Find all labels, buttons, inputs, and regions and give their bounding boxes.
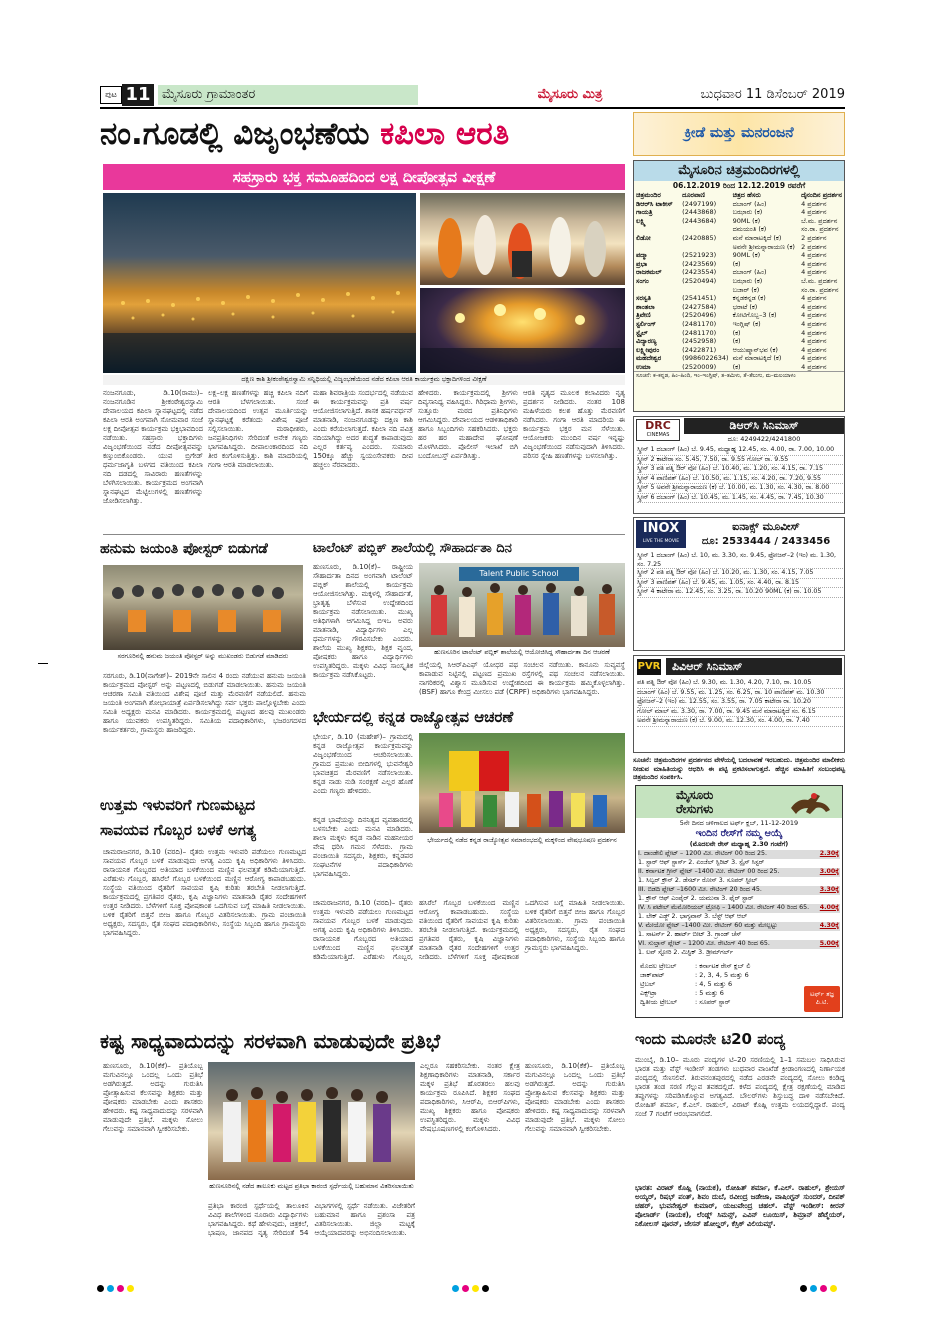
race-picks: 1. ಲೇಕ್ ಎಡ್ಜ್ 2. ಭಾಗ್ಯವಾನ್ 3. ಬೆಸ್ಟ್ ಆಫ್ ಆಲ್: [638, 912, 748, 920]
races-summary: [640, 962, 800, 1016]
theatre-phone: (2420885): [682, 233, 717, 242]
race-head: [638, 940, 840, 949]
theatre-name: ಲಕ್ಷ್ಮೀಪುರಂ: [636, 345, 660, 354]
show-count: ಬೆ.ಮ. ಪ್ರದರ್ಶನ: [801, 216, 838, 225]
film-name: 90ML (ಕ): [732, 216, 761, 225]
racehorse-icon: [786, 788, 836, 816]
races-today: ಇಂದಿನ ರೇಸ್‌ಗೆ ನಮ್ಮ ಆಯ್ಕೆ: [695, 828, 783, 839]
inox-showtime-line: ಸ್ಕ್ರೀನ್ 4 ಕಾಟೇರಾ ಮ. 12.45, ಸಂ. 3.25, ರಾ. 10.20 90ML (ಕ) ರಾ. 10.05: [637, 588, 843, 598]
paper-name: ಮೈಸೂರು ಮಿತ್ರ: [537, 87, 603, 102]
reg-dot: [820, 1285, 827, 1292]
drc-showtime-line: ಸ್ಕ್ರೀನ್ 4 ಪಾಣಿಪತ್ (ಹಿಂ) ಬೆ. 10.50, ಮ. 1.15, ಸಂ. 4.20, ರಾ. 7.20, 9.55: [637, 475, 843, 485]
cinema-row: [634, 225, 844, 234]
lead-headline: [100, 112, 625, 156]
tanala-value: : 4, 5 ಮತ್ತು 6: [695, 980, 733, 988]
lead-photo-pooja: [420, 193, 625, 285]
theatre-name: ಪದ್ಮಾ: [636, 251, 648, 260]
races-summary-row: [640, 998, 800, 1007]
first-label: ಮೊದಲ ಟ್ರೇಬಲ್: [640, 962, 677, 970]
show-count: 4 ಪ್ರದರ್ಶನ: [801, 251, 827, 260]
show-count: 4 ಪ್ರದರ್ಶನ: [801, 345, 827, 354]
race-head: [638, 868, 840, 877]
col-head-theatre: ಚಿತ್ರಮಂದಿರ: [636, 191, 661, 199]
race-entry: [638, 904, 840, 921]
reg-dot: [810, 1285, 817, 1292]
races-box: [635, 785, 843, 1018]
cinema-row: [634, 337, 844, 346]
pvr-showtime-line: ಫ್ರೋಜನ್–2 (ಇಂ) ಮ. 12.55, ಸಂ. 3.55, ರಾ. 7.05 ಕಾಟೇರಾ ರಾ. 10.20: [637, 698, 843, 708]
race-picks: 1. ಲವ್ ಸ್ಟೋರಿ 2. ಮಿಸ್ಟಿಕ್ 3. ಡ್ರೀಮ್‌ಗರ್ಲ್: [638, 948, 733, 956]
theatre-phone: (2520009): [682, 362, 717, 371]
race-picks: 1. ಸಿಲ್ವರ್ ಕ್ರೌನ್ 2. ಡೆಸರ್ಟ್ ರೋಸ್ 3. ಸೂಪರ್ ಸ್ಟೀಲ್: [638, 876, 758, 884]
t20-headline: ಇಂದು ಮೂರನೇ ಟಿ20 ಪಂದ್ಯ: [635, 1030, 786, 1048]
drc-showtime-line: ಸ್ಕ್ರೀನ್ 2 ಕಾಟೇರಾ ಸಂ. 5.45, 7.50, ರಾ. 9.55 ಗೋಲ್ ರಾ. 9.55: [637, 456, 843, 466]
race-head: [638, 886, 840, 895]
drc-logo-sub: CINEMAS: [646, 432, 670, 438]
race-entry: [638, 940, 840, 957]
pvr-showtimes: [637, 679, 843, 751]
race-entry: [638, 922, 840, 939]
show-count: ಸಂ.ರಾ. ಪ್ರದರ್ಶನ: [801, 225, 839, 234]
kashta-body-col3: ಎಲ್ಲರೂ ಸಹಕರಿಸಬೇಕು. ನಂತರ ಕ್ಷೇತ್ರ ಶಿಕ್ಷಣಾಧಿಕಾರಿಗಳು ಮಾತನಾಡಿ, ಸರ್ಕಾರ ಮಕ್ಕಳ ಪ್ರತಿಭೆ ಹೊರತರಲು ಹಲವು ಕಾರ್ಯಕ್ರಮ ರೂಪಿಸಿದೆ. ಶಿಕ್ಷಕರ ಸಂಘದ ಪದಾಧಿಕಾರಿಗಳು, ಸಿಆರ್‌ಪಿ, ಬಿಆರ್‌ಪಿಗಳು, ಮುಖ್ಯ ಶಿಕ್ಷಕರು ಹಾಗೂ ಪೋಷಕರು ಉಪಸ್ಥಿತರಿದ್ದರು. ಮಕ್ಕಳು ವಿವಿಧ ವೇಷಭೂಷಣಗಳಲ್ಲಿ ಕಂಗೊಳಿಸಿದರು.: [420, 1062, 520, 1133]
races-expert-badge: ಟರ್ಫ್ ತಜ್ಞ ಪಿ.ಟಿ.: [804, 986, 840, 1012]
show-count: 4 ಪ್ರದರ್ಶನ: [801, 362, 827, 371]
theatre-name: ಸ್ಟೈಲ್: [636, 328, 648, 337]
talent-photo: [419, 563, 625, 647]
pvr-block: [633, 655, 845, 753]
race-time: 4.00ಕ್ಕೆ: [819, 904, 839, 911]
show-count: ಬೆ.ಮ. ಪ್ರದರ್ಶನ: [801, 276, 838, 285]
hanuma-caption: ಸರಗೂರಿನಲ್ಲಿ ಹನುಮ ಜಯಂತಿ ಪೋಸ್ಟರ್ ಅನ್ನು ಮುಖಂಡರು ಬಿಡುಗಡೆ ಮಾಡಿದರು: [117, 652, 289, 660]
page-number: 11: [122, 84, 154, 106]
race-head: [638, 922, 840, 931]
reg-dot: [830, 1285, 837, 1292]
ghat-lights: [103, 193, 416, 373]
talent-school-sign: Talent Public School: [459, 567, 579, 581]
theatre-name: ಲಿಡೋ: [636, 233, 651, 242]
kashta-photo: [208, 1062, 415, 1180]
theatre-name: ಸ್ಟರ್ಲಿಂಗ್: [636, 319, 656, 328]
race-picks: 1. ಸ್ಟಾರ್ ಆಫ್ ಸ್ಟಾರ್ಸ್ 2. ಏಂಜೆಲ್ ಸ್ಪಿರಿಟ್ 3. ಸ್ಪೈಸ್ ಸಿಸ್ಟರ್: [638, 858, 765, 866]
cinema-row: [634, 303, 844, 312]
lead-photo-caption: ದಕ್ಷಿಣ ಕಾಶಿ ಶ್ರೀಕಂಠೇಶ್ವರಸ್ವಾಮಿ ಸನ್ನಿಧಿಯಲ್ಲಿ ವಿಜೃಂಭಣೆಯಿಂದ ನಡೆದ ಕಪಿಲಾ ಆರತಿ ಕಾರ್ಯಕ್ರಮ ಭಕ್ತಾದಿಗಳಿಂದ ವೀಕ್ಷಣೆ: [103, 375, 625, 385]
race-time: 5.00ಕ್ಕೆ: [819, 940, 839, 947]
bheri-extra: ಚಾಮರಾಜನಗರ, ಡಿ.10 (ವರದಿ)– ರೈತರು ಉತ್ತಮ ಇಳುವರಿ ಪಡೆಯಲು ಗುಣಮಟ್ಟದ ಸಾವಯವ ಗೊಬ್ಬರ ಬಳಕೆ ಮಾಡುವುದು ಅಗತ್ಯ ಎಂದು ಕೃಷಿ ಅಧಿಕಾರಿಗಳು ತಿಳಿಸಿದರು. ರಾಸಾಯನಿಕ ಗೊಬ್ಬರದ ಅತಿಯಾದ ಬಳಕೆಯಿಂದ ಮಣ್ಣಿನ ಫಲವತ್ತತೆ ಕಡಿಮೆಯಾಗುತ್ತಿದೆ. ಎರೆಹುಳು ಗೊಬ್ಬರ, ಹಸಿರೆಲೆ ಗೊಬ್ಬರ ಬಳಕೆಯಿಂದ ಮಣ್ಣಿನ ಆರೋಗ್ಯ ಕಾಪಾಡಬಹುದು. ಸಂಸ್ಥೆಯ ವತಿಯಿಂದ ರೈತರಿಗೆ ಸಾವಯವ ಕೃಷಿ ಕುರಿತು ತರಬೇತಿ ನೀಡಲಾಗುತ್ತಿದೆ. ಕಾರ್ಯಕ್ರಮದಲ್ಲಿ ಪ್ರಗತಿಪರ ರೈತರು, ಕೃಷಿ ವಿಜ್ಞಾನಿಗಳು ಮಾತನಾಡಿ ರೈತರ ಸಂದೇಹಗಳಿಗೆ ಉತ್ತರ ನೀಡಿದರು. ಬೆಳೆಗಳಿಗೆ ಸೂಕ್ತ ಪೋಷಕಾಂಶ ಒದಗಿಸುವ ಬಗ್ಗೆ ಮಾಹಿತಿ ನೀಡಲಾಯಿತು. ಬಳಿಕ ರೈತರಿಗೆ ಬಿತ್ತನೆ ಬೀಜ ಹಾಗೂ ಗೊಬ್ಬರ ವಿತರಿಸಲಾಯಿತು. ಗ್ರಾಮ ಪಂಚಾಯಿತಿ ಅಧ್ಯಕ್ಷರು, ಸದಸ್ಯರು, ರೈತ ಸಂಘದ ಪದಾಧಿಕಾರಿಗಳು, ಸಂಸ್ಥೆಯ ಸಿಬ್ಬಂದಿ ಹಾಗೂ ಗ್ರಾಮಸ್ಥರು ಭಾಗವಹಿಸಿದ್ದರು.: [313, 899, 625, 961]
hanuma-photo: [103, 565, 303, 650]
theatre-name: ಸರಸ್ವತಿ: [636, 294, 651, 303]
show-count: 4 ಪ್ರದರ್ಶನ: [801, 208, 827, 217]
theatre-phone: (2422871): [682, 345, 717, 354]
theatre-phone: (2481170): [682, 319, 717, 328]
theatre-phone: (2452958): [682, 337, 717, 346]
t20-teams: ಭಾರತ: ವಿರಾಟ್ ಕೊಹ್ಲಿ (ನಾಯಕ), ರೋಹಿತ್ ಶರ್ಮಾ, ಕೆ.ಎಲ್. ರಾಹುಲ್, ಶ್ರೇಯಸ್ ಅಯ್ಯರ್, ರಿಷಭ್ ಪಂತ್, ಶಿವಂ ದುಬೆ, ರವೀಂದ್ರ ಜಡೇಜಾ, ವಾಷಿಂಗ್ಟನ್ ಸುಂದರ್, ದೀಪಕ್ ಚಹರ್, ಭುವನೇಶ್ವರ್ ಕುಮಾರ್, ಯಜುವೇಂದ್ರ ಚಹಲ್. ವೆಸ್ಟ್ ಇಂಡೀಸ್: ಕೀರನ್ ಪೊಲಾರ್ಡ್ (ನಾಯಕ), ಲೆಂಡ್ಲ್ ಸಿಮನ್ಸ್, ಎವಿನ್ ಲೂಯಿಸ್, ಶಿಮ್ರಾನ್ ಹೆಟ್ಮೆಯರ್, ನಿಕೋಲಸ್ ಪೂರನ್, ಜೇಸನ್ ಹೋಲ್ಡರ್, ಕೆಸ್ರಿಕ್ ವಿಲಿಯಮ್ಸ್.: [635, 1184, 845, 1228]
race-time: 3.30ಕ್ಕೆ: [819, 886, 839, 893]
show-count: ಸಂ.ರಾ. ಪ್ರದರ್ಶನ: [801, 285, 839, 294]
race-entry: [638, 850, 840, 867]
race-time: 3.00ಕ್ಕೆ: [819, 868, 839, 875]
lead-headline-part2: ಕಪಿಲಾ ಆರತಿ: [380, 116, 510, 152]
cinema-row: [634, 354, 844, 363]
theatre-phone: (2423554): [682, 268, 717, 277]
cinema-box: [633, 160, 845, 412]
theatre-phone: (2520494): [682, 276, 717, 285]
lead-body-col3: ಮಹಾ ಶಿವರಾತ್ರಿಯ ಸಂದರ್ಭದಲ್ಲಿ ನಡೆಯುವ ಈ ಕಾರ್ಯಕ್ರಮವನ್ನು ಪ್ರತಿ ವರ್ಷ ಆಯೋಜಿಸಲಾಗುತ್ತಿದೆ. ಶಾಸಕ ಹರ್ಷವರ್ಧನ್ ಮಾತನಾಡಿ, ನಂಜನಗೂಡನ್ನು ದಕ್ಷಿಣ ಕಾಶಿ ಎಂದು ಕರೆಯಲಾಗುತ್ತದೆ. ಕಪಿಲಾ ನದಿ ಪವಿತ್ರ ನದಿಯಾಗಿದ್ದು ಅದರ ಶುದ್ಧತೆ ಕಾಪಾಡುವುದು ಎಲ್ಲರ ಕರ್ತವ್ಯ ಎಂದರು. ಸುಮಾರು 150ಕ್ಕೂ ಹೆಚ್ಚು ಸ್ವಯಂಸೇವಕರು ದೀಪ ಹಚ್ಚಲು ನೆರವಾದರು.: [313, 389, 413, 469]
first-value: : ಕರ್ನಾಟಕ ರೇಸ್ ಕ್ಲಬ್ ಲಿ: [695, 962, 751, 970]
film-name: ಇಂಗ್ಲಿಷ್ (ಕ): [732, 319, 761, 328]
race-head: [638, 904, 840, 913]
drc-showtime-line: ಸ್ಕ್ರೀನ್ 3 ಪತಿ ಪತ್ನಿ ಔರ್ ವೋ (ಹಿಂ) ಬೆ. 10.40, ಮ. 1.20, ಸಂ. 4.15, ರಾ. 7.15: [637, 465, 843, 475]
cinema-row: [634, 251, 844, 260]
theatre-name: [634, 243, 680, 252]
cinema-title: ಮೈಸೂರಿನ ಚಿತ್ರಮಂದಿರಗಳಲ್ಲಿ: [634, 161, 844, 181]
inox-title: ಐನಾಕ್ಸ್ ಮೂವೀಸ್: [732, 520, 800, 533]
inox-showtime-line: ಸ್ಕ್ರೀನ್ 2 ಪತಿ ಪತ್ನಿ ಔರ್ ವೋ (ಹಿಂ) ಬೆ. 10.20, ಮ. 1.30, ಸಂ. 4.15, 7.05: [637, 569, 843, 579]
lead-body-col4: ಹೇಳಿದರು. ಕಾರ್ಯಕ್ರಮದಲ್ಲಿ ಶ್ರೀಗಳು ದಿವ್ಯಸಾನಿಧ್ಯ ವಹಿಸಿದ್ದರು. ಗಿರಿಧಾಮ ಶ್ರೀಗಳು, ಸುತ್ತೂರು ಮಠದ ಪ್ರತಿನಿಧಿಗಳು ಆಗಮಿಸಿದ್ದರು. ದೇವಾಲಯದ ಆಡಳಿತಾಧಿಕಾರಿ ಹಾಗೂ ಸಿಬ್ಬಂದಿಗಳು ಸಹಕರಿಸಿದರು. ಭಕ್ತರು ಹರ ಹರ ಮಹಾದೇವ ಘೋಷಣೆ ಮೊಳಗಿಸಿದರು. ಪೊಲೀಸ್ ಇಲಾಖೆ ಬಿಗಿ ಬಂದೋಬಸ್ತ್ ಏರ್ಪಡಿಸಿತ್ತು.: [418, 389, 518, 460]
theatre-name: ಪ್ರಭಾ: [636, 259, 648, 268]
inox-showtimes: [637, 552, 843, 648]
bheri-body-col2: ಕನ್ನಡ ಭಾಷೆಯನ್ನು ದಿನನಿತ್ಯದ ವ್ಯವಹಾರದಲ್ಲಿ ಬಳಸಬೇಕು ಎಂದು ಮನವಿ ಮಾಡಿದರು. ಶಾಲಾ ಮಕ್ಕಳು ಕನ್ನಡ ನಾಡಿನ ಮಹನೀಯರ ವೇಷ ಧರಿಸಿ ಗಮನ ಸೆಳೆದರು. ಗ್ರಾಮ ಪಂಚಾಯಿತಿ ಸದಸ್ಯರು, ಶಿಕ್ಷಕರು, ಕನ್ನಡಪರ ಸಂಘಟನೆಗಳ ಪದಾಧಿಕಾರಿಗಳು ಭಾಗವಹಿಸಿದ್ದರು.: [313, 816, 413, 878]
film-name: ದಬಾಂಗ್ (ಹಿಂ): [732, 268, 767, 277]
talent-body: ಹುಣಸೂರು, ಡಿ.10(ಕೆ)– ರಾಷ್ಟ್ರೀಯ ಸೌಹಾರ್ದತಾ ದಿನದ ಅಂಗವಾಗಿ ಟಾಲೆಂಟ್ ಪಬ್ಲಿಕ್ ಶಾಲೆಯಲ್ಲಿ ಕಾರ್ಯಕ್ರಮ ಆಯೋಜಿಸಲಾಗಿತ್ತು. ಮಕ್ಕಳಲ್ಲಿ ಸೌಹಾರ್ದತೆ, ಭ್ರಾತೃತ್ವ ಬೆಳೆಸುವ ಉದ್ದೇಶದಿಂದ ಕಾರ್ಯಕ್ರಮ ನಡೆಸಲಾಯಿತು. ಮುಖ್ಯ ಅತಿಥಿಗಳಾಗಿ ಆಗಮಿಸಿದ್ದ ಬಿಇಒ ಅವರು ಮಾತನಾಡಿ, ವಿದ್ಯಾರ್ಥಿಗಳು ಎಲ್ಲ ಧರ್ಮಗಳನ್ನು ಗೌರವಿಸಬೇಕು ಎಂದರು. ಶಾಲೆಯ ಮುಖ್ಯ ಶಿಕ್ಷಕರು, ಶಿಕ್ಷಕ ವೃಂದ, ಪೋಷಕರು ಹಾಗೂ ವಿದ್ಯಾರ್ಥಿಗಳು ಉಪಸ್ಥಿತರಿದ್ದರು. ಮಕ್ಕಳು ವಿವಿಧ ಸಾಂಸ್ಕೃತಿಕ ಕಾರ್ಯಕ್ರಮ ನಡೆಸಿಕೊಟ್ಟರು.: [313, 563, 413, 679]
trinala-value: : 5 ಮತ್ತು 6: [695, 989, 724, 997]
page-label: ಪುಟ: [100, 86, 122, 104]
side-mark: [38, 663, 48, 664]
bheri-photo: [419, 733, 625, 833]
drc-showtime-line: ಸ್ಕ್ರೀನ್ 6 ದಬಾಂಗ್ (ಹಿಂ) ಬೆ. 10.45, ಮ. 1.45, ಸಂ. 4.45, ರಾ. 7.45, 10.30: [637, 494, 843, 504]
theatre-phone: (2497199): [682, 199, 717, 208]
jackpot-label: ಜಾಕ್‌ಪಾಟ್: [640, 971, 665, 979]
cinema-row: [634, 208, 844, 217]
race-head: [638, 850, 840, 859]
lead-body-col1: ನಂಜನಗೂಡು, ಡಿ.10(ರಾಮು)– ನಂಜನಗೂಡಿನ ಶ್ರೀಕಂಠೇಶ್ವರಸ್ವಾಮಿ ದೇವಾಲಯದ ಕಪಿಲಾ ಸ್ನಾನಘಟ್ಟದಲ್ಲಿ ನಡೆದ ಕಪಿಲಾ ಆರತಿ ಅಂಗವಾಗಿ ಸೋಮವಾರ ಸಂಜೆ ಲಕ್ಷ ದೀಪೋತ್ಸವ ಕಾರ್ಯಕ್ರಮ ಭಕ್ತಿಭಾವದಿಂದ ನಡೆಯಿತು. ಸಹಸ್ರಾರು ಭಕ್ತಾದಿಗಳು ವಿಜೃಂಭಣೆಯಿಂದ ನಡೆದ ದೀಪೋತ್ಸವವನ್ನು ಕಣ್ತುಂಬಿಕೊಂಡರು. ಯುವ ಬ್ರಿಗೇಡ್ ಧರ್ಮಜಾಗೃತಿ ಬಳಗದ ವತಿಯಿಂದ ಕಪಿಲಾ ನದಿ ದಡದಲ್ಲಿ ಸಾವಿರಾರು ಹಣತೆಗಳನ್ನು ಬೆಳಗಿಸಲಾಯಿತು. ಕಾರ್ಯಕ್ರಮದ ಅಂಗವಾಗಿ ಸ್ನಾನಘಟ್ಟದ ಮೆಟ್ಟಿಲುಗಳಲ್ಲಿ ಹಣತೆಗಳನ್ನು ಜೋಡಿಸಲಾಗಿತ್ತು.: [103, 389, 203, 505]
theatre-phone: (2443684): [682, 216, 717, 225]
cinema-row: [634, 277, 844, 286]
film-name: ಬಜಾರ್ (ಕ): [732, 285, 760, 294]
divider: [103, 534, 625, 535]
theatre-phone: (2520496): [682, 311, 717, 320]
film-name: 90ML (ಕ): [732, 251, 761, 260]
theatre-phone: (2423569): [682, 259, 717, 268]
lead-headline-part1: ನಂ.ಗೂಡಲ್ಲಿ ವಿಜೃಂಭಣೆಯ: [100, 116, 370, 152]
reg-dot: [97, 1285, 104, 1292]
film-name: ಅವನೇ ಶ್ರೀಮನ್ನಾರಾಯಣ (ಕ): [732, 242, 795, 251]
cinema-row: [634, 320, 844, 329]
cinema-row: [634, 363, 844, 372]
cinema-table-head: [634, 191, 844, 200]
theatre-phone: [680, 286, 730, 295]
theatre-name: ವಿದ್ಯಾರಣ್ಯ: [636, 337, 657, 346]
lead-body-col5: ಆರತಿ ನೃತ್ಯದ ಮೂಲಕ ಕಲಾವಿದರು ನೃತ್ಯ ಪ್ರದರ್ಶನ ನೀಡಿದರು. ನಂತರ 108 ಮಹಿಳೆಯರು ಕಲಶ ಹೊತ್ತು ಮೆರವಣಿಗೆ ನಡೆಸಿದರು. ಗಂಗಾ ಆರತಿ ಮಾದರಿಯ ಈ ಕಾರ್ಯಕ್ರಮ ಭಕ್ತರ ಮನ ಸೆಳೆಯಿತು. ಆಯೋಜಕರು ಮುಂದಿನ ವರ್ಷ ಇನ್ನಷ್ಟು ವಿಜೃಂಭಣೆಯಿಂದ ನಡೆಸುವುದಾಗಿ ತಿಳಿಸಿದರು. ಪರಿಸರ ಸ್ನೇಹಿ ಹಣತೆಗಳನ್ನು ಬಳಸಲಾಗಿತ್ತು.: [523, 389, 625, 460]
theatre-name: ಡಿಆರ್‌ಸಿ ಟಾಕೀಸ್: [636, 199, 673, 208]
hanuma-group: [103, 565, 303, 650]
section-label: ಮೈಸೂರು ಗ್ರಾಮಾಂತರ: [158, 85, 418, 105]
race-title: V. ಮೇಯೋ ಪ್ಲೇಟ್ –1400 ಮೀ. ರೇಟಿಂಗ್ 60 ಮತ್ತು ಮೇಲ್ಪಟ್ಟು: [638, 922, 778, 929]
cinema-row: [634, 217, 844, 226]
show-count: 4 ಪ್ರದರ್ಶನ: [801, 199, 827, 208]
show-count: 4 ಪ್ರದರ್ಶನ: [801, 259, 827, 268]
races-header: [636, 786, 842, 818]
inox-block: [633, 517, 845, 651]
cinema-footnote: ಸೂಚನೆ: ಕ–ಕನ್ನಡ, ಹಿಂ–ಹಿಂದಿ, ಇಂ–ಇಂಗ್ಲಿಷ್, ತ–ತಮಿಳು, ತೆ–ತೆಲುಗು, ಮ–ಮಲಯಾಳಂ: [634, 371, 844, 381]
kashta-body-col2: ಪ್ರತಿಭಾ ಕಾರಂಜಿ ಸ್ಪರ್ಧೆಯಲ್ಲಿ ತಾಲೂಕಿನ ವಿವಿಧ ಶಾಲೆಗಳಿಂದ ನೂರಾರು ವಿದ್ಯಾರ್ಥಿಗಳು ಭಾಗವಹಿಸಿದ್ದರು. ಕಥೆ ಹೇಳುವುದು, ಚಿತ್ರಕಲೆ, ಭಾಷಣ, ಜಾನಪದ ನೃತ್ಯ ಸೇರಿದಂತೆ 54 ವಿಭಾಗಗಳಲ್ಲಿ ಸ್ಪರ್ಧೆ ನಡೆಯಿತು. ವಿಜೇತರಿಗೆ ಬಹುಮಾನ ಹಾಗೂ ಪ್ರಶಂಸಾ ಪತ್ರ ವಿತರಿಸಲಾಯಿತು. ಜಿಲ್ಲಾ ಮಟ್ಟಕ್ಕೆ ಆಯ್ಕೆಯಾದವರನ್ನು ಅಭಿನಂದಿಸಲಾಯಿತು.: [208, 1202, 415, 1237]
races-meet: 5ನೇ ದಿನದ ಚಳಿಗಾಲದ ಟರ್ಫ್ ಕ್ಲಬ್, 11-12-2019: [679, 819, 799, 827]
inox-logo: [636, 520, 686, 548]
races-summary-row: [640, 989, 800, 998]
t20-body: ಮುಂಬೈ, ಡಿ.10– ಮೂರು ಪಂದ್ಯಗಳ ಟಿ–20 ಸರಣಿಯಲ್ಲಿ 1–1 ಸಮಬಲ ಸಾಧಿಸಿರುವ ಭಾರತ ಮತ್ತು ವೆಸ್ಟ್ ಇಂಡೀಸ್ ತಂಡಗಳು ಬುಧವಾರ ವಾಂಖೆಡೆ ಕ್ರೀಡಾಂಗಣದಲ್ಲಿ ನಿರ್ಣಾಯಕ ಪಂದ್ಯದಲ್ಲಿ ಸೆಣಸಲಿವೆ. ತಿರುವನಂತಪುರದಲ್ಲಿ ನಡೆದ ಎರಡನೇ ಪಂದ್ಯದಲ್ಲಿ ಸೋಲು ಕಂಡಿದ್ದ ಭಾರತ ತಂಡ ಸರಣಿ ಗೆಲ್ಲುವ ತವಕದಲ್ಲಿದೆ. ಕಳೆದ ಪಂದ್ಯದಲ್ಲಿ ಕ್ಷೇತ್ರ ರಕ್ಷಣೆಯಲ್ಲಿ ಮಾಡಿದ ತಪ್ಪುಗಳನ್ನು ಸರಿಪಡಿಸಿಕೊಳ್ಳುವ ಅಗತ್ಯವಿದೆ. ಬೌಲರ್‌ಗಳು ಶಿಸ್ತುಬದ್ಧ ದಾಳಿ ನಡೆಸಬೇಕಿದೆ. ರೋಹಿತ್ ಶರ್ಮಾ, ಕೆ.ಎಲ್. ರಾಹುಲ್, ವಿರಾಟ್ ಕೊಹ್ಲಿ ಉತ್ತಮ ಲಯದಲ್ಲಿದ್ದಾರೆ. ಪಂದ್ಯ ಸಂಜೆ 7 ಗಂಟೆಗೆ ಆರಂಭವಾಗಲಿದೆ.: [635, 1056, 845, 1118]
reg-dot: [452, 1285, 459, 1292]
cinema-rows: [634, 200, 844, 372]
theatre-phone: (2427584): [682, 302, 717, 311]
inox-showtime-line: ಸ್ಕ್ರೀನ್ 3 ಪಾಣಿಪತ್ (ಹಿಂ) ಬೆ. 9.45, ಮ. 1.05, ಸಂ. 4.40, ರಾ. 8.15: [637, 579, 843, 589]
film-name: (ಕ): [732, 337, 741, 346]
drc-title: ಡಿಆರ್‌ಸಿ ಸಿನಿಮಾಸ್: [684, 418, 844, 434]
races-summary-row: [640, 980, 800, 989]
race-time: 4.30ಕ್ಕೆ: [819, 922, 839, 929]
pvr-showtime-line: ಗೋಲ್ ಮಾಲ್ ಮ. 3.30, ರಾ. 7.00, ರಾ. 9.45 ಮನೆ ಮಾರಾಟಕ್ಕಿದೆ ಸಂ. 6.15: [637, 708, 843, 718]
reg-dot: [482, 1285, 489, 1292]
theatre-phone: (9986022634): [682, 354, 729, 363]
show-count: 2 ಪ್ರದರ್ಶನ: [801, 233, 827, 242]
kashta-group: [208, 1062, 415, 1180]
film-name: ದಬಾಂಗ್ (ಹಿಂ): [732, 199, 767, 208]
aarti-lamps: [420, 288, 625, 373]
reg-dot: [117, 1285, 124, 1292]
cinema-row: [634, 346, 844, 355]
race-title: III. ಬಿಡದಿ ಪ್ಲೇಟ್ –1600 ಮೀ. ರೇಟಿಂಗ್ 20 ರಿಂದ 45.: [638, 886, 762, 893]
talent-caption: ಹುಣಸೂರಿನ ಟಾಲೆಂಟ್ ಪಬ್ಲಿಕ್ ಶಾಲೆಯಲ್ಲಿ ಆಯೋಜಿಸಿದ್ದ ಸೌಹಾರ್ದತಾ ದಿನ ಆಚರಣೆ: [434, 648, 610, 656]
inox-logo-text: INOX: [642, 521, 680, 536]
races-title-2: ರೇಸುಗಳು: [676, 802, 714, 816]
theatre-name: [634, 225, 680, 234]
second-value: : ಸೂಪರ್ ಸ್ಟಾರ್: [695, 998, 731, 1006]
film-name: ದಮಯಂತಿ (ಕ): [732, 225, 767, 234]
theatre-name: ಗಾಯತ್ರಿ: [636, 208, 653, 217]
theatre-name: ತ್ರಿವೇಣಿ: [636, 311, 651, 320]
drc-showtimes: [637, 446, 843, 512]
theatre-phone: [680, 243, 730, 252]
bheri-children: [419, 733, 625, 833]
cinema-row: [634, 286, 844, 295]
cinema-dates: 06.12.2019 ರಿಂದ 12.12.2019 ರವರೆಗೆ: [672, 181, 806, 190]
film-name: ಕನ್ನಡಕನ್ನಡ (ಕ): [732, 294, 766, 303]
trinala-label: ಎಕ್ಸ್‌ಟ್ರಾ: [640, 989, 657, 997]
pvr-showtime-line: ಪತಿ ಪತ್ನಿ ಔರ್ ವೋ (ಹಿಂ) ಬೆ. 9.30, ಮ. 1.30, 4.20, 7.10, ರಾ. 10.05: [637, 679, 843, 689]
theatre-phone: [680, 225, 730, 234]
race-title: I. ದಾಂಡೇಲಿ ಪ್ಲೇಟ್ – 1200 ಮೀ. ರೇಟಿಂಗ್ 00 ರಿಂದ 25.: [638, 850, 768, 857]
jackpot-value: : 2, 3, 4, 5 ಮತ್ತು 6: [695, 971, 749, 979]
kashta-body-col1: ಹುಣಸೂರು, ಡಿ.10(ಕೆಕೆ)– ಪ್ರತಿಯೊಬ್ಬ ಮಗುವಿನಲ್ಲೂ ಒಂದಲ್ಲ ಒಂದು ಪ್ರತಿಭೆ ಅಡಗಿರುತ್ತದೆ. ಅದನ್ನು ಗುರುತಿಸಿ ಪ್ರೋತ್ಸಾಹಿಸುವ ಕೆಲಸವನ್ನು ಶಿಕ್ಷಕರು ಮತ್ತು ಪೋಷಕರು ಮಾಡಬೇಕು ಎಂದು ಶಾಸಕರು ಹೇಳಿದರು. ಕಷ್ಟ ಸಾಧ್ಯವಾದುದನ್ನು ಸರಳವಾಗಿ ಮಾಡುವುದೇ ಪ್ರತಿಭೆ. ಮಕ್ಕಳು ಸೋಲು ಗೆಲುವನ್ನು ಸಮಾನವಾಗಿ ಸ್ವೀಕರಿಸಬೇಕು.: [103, 1062, 203, 1133]
race-picks: 1. ಕ್ರೌನ್ ಆಫ್ ಎಂಪೈರ್ 2. ಯಮುನಾ 3. ಫೈರ್ ಸ್ಟಾರ್: [638, 894, 754, 902]
show-count: 2 ಪ್ರದರ್ಶನ: [801, 242, 827, 251]
show-count: 4 ಪ್ರದರ್ಶನ: [801, 328, 827, 337]
cinema-table: [634, 191, 844, 371]
theatre-name: [634, 286, 680, 295]
theatre-name: ಲಕ್ಷ್ಮಿ: [636, 216, 646, 225]
show-count: 4 ಪ್ರದರ್ಶನ: [801, 319, 827, 328]
crpf-body: ಜಿಲ್ಲೆಯಲ್ಲಿ ಸಿಆರ್‌ಪಿಎಫ್ ಯೋಧರ ಪಥ ಸಂಚಲನ ನಡೆಯಿತು. ಕಾನೂನು ಸುವ್ಯವಸ್ಥೆ ಕಾಪಾಡುವ ನಿಟ್ಟಿನಲ್ಲಿ ಪಟ್ಟಣದ ಪ್ರಮುಖ ರಸ್ತೆಗಳಲ್ಲಿ ಪಥ ಸಂಚಲನ ನಡೆಸಲಾಯಿತು. ನಾಗರಿಕರಲ್ಲಿ ವಿಶ್ವಾಸ ಮೂಡಿಸುವ ಉದ್ದೇಶದಿಂದ ಈ ಕಾರ್ಯಕ್ರಮ ಹಮ್ಮಿಕೊಳ್ಳಲಾಗಿತ್ತು. (BSF) ಹಾಗೂ ಕೇಂದ್ರ ಮೀಸಲು ಪಡೆ (CRPF) ಅಧಿಕಾರಿಗಳು ಭಾಗವಹಿಸಿದ್ದರು.: [419, 661, 625, 696]
cinema-row: [634, 243, 844, 252]
cinema-row: [634, 329, 844, 338]
race-picks: 1. ಸಾಟರ್ನ್ 2. ಹಾರ್ಟ್ ಬೀಟ್ 3. ಗ್ರಾಂಡ್ ಚೆಸ್: [638, 930, 742, 938]
theatre-phone: (2443868): [682, 208, 717, 217]
drc-showtime-line: ಸ್ಕ್ರೀನ್ 1 ದಬಾಂಗ್ (ಹಿಂ) ಬೆ. 9.45, ಮಧ್ಯಾಹ್ನ 12.45, ಸಂ. 4.00, ರಾ. 7.00, 10.00: [637, 446, 843, 456]
inox-showtime-line: ಸ್ಕ್ರೀನ್ 1 ದಬಾಂಗ್ (ಹಿಂ) ಬೆ. 10, ಮ. 3.30, ಸಂ. 9.45, ಫ್ರೋಜನ್–2 (ಇಂ) ಮ. 1.30, ಸಂ. 7.25: [637, 552, 843, 569]
tanala-label: ಟ್ರಿಬಲ್: [640, 980, 656, 988]
pvr-title: ಪಿವಿಆರ್ ಸಿನಿಮಾಸ್: [666, 658, 842, 675]
cinema-row: [634, 260, 844, 269]
show-count: 4 ಪ್ರದರ್ಶನ: [801, 294, 827, 303]
race-time: 2.30ಕ್ಕೆ: [819, 850, 839, 857]
film-name: ಕೋಟಿಗೊಬ್ಬ–3 (ಕ): [732, 311, 777, 320]
drc-phone: ದೂ: 4249422/4241800: [727, 435, 801, 443]
cinema-row: [634, 234, 844, 243]
theatre-phone: (2481170): [682, 328, 717, 337]
col-head-film: ಚಿತ್ರದ ಹೆಸರು: [732, 191, 761, 199]
cinema-row: [634, 268, 844, 277]
race-title: VI. ಸುಲ್ತಾನ್ ಪ್ಲೇಟ್ – 1200 ಮೀ. ರೇಟಿಂಗ್ 40 ರಿಂದ 65.: [638, 940, 770, 947]
page-header: [100, 84, 845, 106]
drc-logo-text: DRC: [645, 419, 671, 432]
film-name: ಆಯುಷ್ಮಾನ್‌ಭವ (ಕ): [732, 345, 778, 354]
theatre-phone: (2521923): [682, 251, 717, 260]
cinema-row: [634, 200, 844, 209]
sport-banner: [633, 112, 845, 156]
drc-logo: [636, 419, 680, 441]
registration-marks-left: [97, 1277, 157, 1287]
races-title-1: ಮೈಸೂರು: [676, 788, 714, 802]
col-head-phone: ದೂರವಾಣಿ: [682, 191, 706, 199]
lead-photo-ghat: [103, 193, 416, 373]
sport-banner-text: ಕ್ರೀಡೆ ಮತ್ತು ಮನರಂಜನೆ: [684, 125, 794, 141]
show-count: 4 ಪ್ರದರ್ಶನ: [801, 354, 827, 363]
pooja-figures: [420, 193, 625, 285]
show-count: 4 ಪ್ರದರ್ಶನ: [801, 302, 827, 311]
lead-photo-aarti: [420, 288, 625, 373]
drc-showtime-line: ಸ್ಕ್ರೀನ್ 5 ಅವನೇ ಶ್ರೀಮನ್ನಾರಾಯಣ (ಕ) ಬೆ. 10.00, ಮ. 1.30, ಸಂ. 4.30, ರಾ. 8.00: [637, 484, 843, 494]
theatre-name: ಮಹದೇಶ್ವರ: [636, 354, 662, 363]
inox-logo-sub: LIVE THE MOVIE: [642, 539, 680, 544]
header-rule: [100, 107, 845, 109]
film-name: ಬಝಾರು (ಕ): [732, 276, 763, 285]
hanuma-body: ಸರಗೂರು, ಡಿ.10(ನಾಗೇಶ್)– 2019ನೇ ಸಾಲಿನ 4 ರಂದು ನಡೆಯುವ ಹನುಮ ಜಯಂತಿ ಕಾರ್ಯಕ್ರಮದ ಪೋಸ್ಟರ್ ಅನ್ನು ಪಟ್ಟಣದಲ್ಲಿ ಬಿಡುಗಡೆ ಮಾಡಲಾಯಿತು. ಹನುಮ ಜಯಂತಿ ಆಚರಣಾ ಸಮಿತಿ ವತಿಯಿಂದ ವಿಶೇಷ ಪೂಜೆ ಮತ್ತು ಮೆರವಣಿಗೆ ನಡೆಯಲಿದೆ. ಹನುಮ ಜಯಂತಿ ಅಂಗವಾಗಿ ಶೋಭಾಯಾತ್ರೆ ಏರ್ಪಡಿಸಲಾಗಿದ್ದು ಸರ್ವ ಭಕ್ತರು ಪಾಲ್ಗೊಳ್ಳಬೇಕು ಎಂದು ಸಮಿತಿ ಅಧ್ಯಕ್ಷರು ಮನವಿ ಮಾಡಿದರು. ಕಾರ್ಯಕ್ರಮದಲ್ಲಿ ಪಟ್ಟಣದ ಹಲವು ಮುಖಂಡರು ಹಾಗೂ ಯುವಕರು ಉಪಸ್ಥಿತರಿದ್ದರು. ಸಮಿತಿಯ ಪದಾಧಿಕಾರಿಗಳು, ಭಜರಂಗದಳದ ಕಾರ್ಯಕರ್ತರು, ಗ್ರಾಮಸ್ಥರು ಹಾಜರಿದ್ದರು.: [103, 672, 306, 734]
bheri-caption: ಭೇರ್ಯದಲ್ಲಿ ನಡೆದ ಕನ್ನಡ ರಾಜ್ಯೋತ್ಸವ ಸಮಾರಂಭದಲ್ಲಿ ಮಕ್ಕಳಿಂದ ವೇಷಭೂಷಣ ಪ್ರದರ್ಶನ: [427, 836, 617, 844]
film-name: ಮನೆ ಮಾರಾಟಕ್ಕಿದೆ (ಕ): [732, 233, 782, 242]
issue-date: ಬುಧವಾರ 11 ಡಿಸೆಂಬರ್ 2019: [700, 87, 845, 102]
gobbar-headline-line1: ಉತ್ತಮ ಇಳುವರಿಗೆ ಗುಣಮಟ್ಟದ: [100, 796, 256, 814]
race-title: II. ಕರ್ನಾಟಕ ಗ್ರೀನ್ ಪ್ಲೇಟ್ –1400 ಮೀ. ರೇಟಿಂಗ್ 00 ರಿಂದ 25.: [638, 868, 780, 875]
bheri-body-col1: ಭೇರ್ಯ, ಡಿ.10 (ಮಹೇಶ್)– ಗ್ರಾಮದಲ್ಲಿ ಕನ್ನಡ ರಾಜ್ಯೋತ್ಸವ ಕಾರ್ಯಕ್ರಮವನ್ನು ವಿಜೃಂಭಣೆಯಿಂದ ಆಚರಿಸಲಾಯಿತು. ಗ್ರಾಮದ ಪ್ರಮುಖ ಬೀದಿಗಳಲ್ಲಿ ಭುವನೇಶ್ವರಿ ಭಾವಚಿತ್ರದ ಮೆರವಣಿಗೆ ನಡೆಸಲಾಯಿತು. ಕನ್ನಡ ನಾಡು ನುಡಿ ಸಂರಕ್ಷಣೆ ಎಲ್ಲರ ಹೊಣೆ ಎಂದು ಗಣ್ಯರು ಹೇಳಿದರು.: [313, 733, 413, 795]
film-name: ಬಝಾರು (ಕ): [732, 208, 763, 217]
pvr-showtime-line: ದಬಾಂಗ್ (ಹಿಂ) ಬೆ. 9.55, ಮ. 1.25, ಸಂ. 6.25, ರಾ. 10 ಪಾಣಿಪತ್ ಮ. 10.30: [637, 689, 843, 699]
races-start: (ಮೊದಲನೇ ರೇಸ್ ಮಧ್ಯಾಹ್ನ 2.30 ಗಂಟೆಗೆ): [689, 840, 789, 848]
pvr-showtime-line: ಅವನೇ ಶ್ರೀಮನ್ನಾರಾಯಣ (ಕ) ಬೆ. 9.00, ಮ. 12.30, ಸಂ. 4.00, ರಾ. 7.40: [637, 717, 843, 727]
film-name: (ಕ): [732, 362, 741, 371]
second-label: ದ್ವಿತೀಯ ಟ್ರೇಬಲ್: [640, 998, 678, 1006]
theatre-phone: (2541451): [682, 294, 717, 303]
race-title: IV. ಸಿ ಪಟೇಲ್ ಮೆಮೋರಿಯಲ್ ಟ್ರೋಫಿ – 1400 ಮೀ. ರೇಟಿಂಗ್ 40 ರಿಂದ 65.: [638, 904, 810, 911]
cinema-notice: ಸೂಚನೆ: ಚಿತ್ರಮಂದಿರಗಳ ಪ್ರದರ್ಶನದ ವೇಳೆಯಲ್ಲಿ ಬದಲಾವಣೆ ಇರಬಹುದು. ಚಿತ್ರಮಂದಿರ ಮಾಲೀಕರು ನೀಡುವ ಮಾಹಿತಿಯನ್ನು ಆಧರಿಸಿ ಈ ಪಟ್ಟಿ ಪ್ರಕಟಿಸಲಾಗುತ್ತದೆ. ಹೆಚ್ಚಿನ ಮಾಹಿತಿಗೆ ಸಂಬಂಧಪಟ್ಟ ಚಿತ್ರಮಂದಿರ ಸಂಪರ್ಕಿಸಿ.: [633, 756, 845, 781]
show-count: 4 ಪ್ರದರ್ಶನ: [801, 311, 827, 320]
theatre-name: ಶಾಂತಲಾ: [636, 302, 655, 311]
theatre-name: ಉಮಾ: [636, 362, 651, 371]
kashta-caption: ಹುಣಸೂರಿನಲ್ಲಿ ನಡೆದ ತಾಲೂಕು ಮಟ್ಟದ ಪ್ರತಿಭಾ ಕಾರಂಜಿ ಸ್ಪರ್ಧೆಯಲ್ಲಿ ಬಹುಮಾನ ವಿತರಿಸಲಾಯಿತು: [209, 1182, 414, 1190]
races-summary-row: [640, 971, 800, 980]
lead-subheadline: ಸಹಸ್ರಾರು ಭಕ್ತ ಸಮೂಹದಿಂದ ಲಕ್ಷ ದೀಪೋತ್ಸವ ವೀಕ್ಷಣೆ: [103, 164, 625, 190]
col-head-shows: ದೈನಂದಿನ ಪ್ರದರ್ಶನ: [801, 191, 842, 199]
bheri-headline: ಭೇರ್ಯದಲ್ಲಿ ಕನ್ನಡ ರಾಜ್ಯೋತ್ಸವ ಆಚರಣೆ: [313, 708, 514, 726]
reg-dot: [462, 1285, 469, 1292]
race-list: [638, 850, 840, 960]
cinema-row: [634, 311, 844, 320]
races-summary-row: [640, 962, 800, 971]
race-entry: [638, 868, 840, 885]
pvr-logo: PVR: [637, 659, 661, 675]
film-name: (ಕ): [732, 259, 741, 268]
reg-dot: [472, 1285, 479, 1292]
inox-phone: ದೂ: 2533444 / 2433456: [701, 536, 831, 547]
reg-dot: [800, 1285, 807, 1292]
gobbar-headline-line2: ಸಾವಯವ ಗೊಬ್ಬರ ಬಳಕೆ ಅಗತ್ಯ: [100, 821, 257, 839]
reg-dot: [107, 1285, 114, 1292]
race-entry: [638, 886, 840, 903]
theatre-name: ರಾಜಕಮಲ್: [636, 268, 662, 277]
registration-marks-right: [800, 1277, 850, 1287]
reg-dot: [127, 1285, 134, 1292]
theatre-name: ಸಂಗಂ: [636, 276, 649, 285]
show-count: 4 ಪ್ರದರ್ಶನ: [801, 337, 827, 346]
cinema-row: [634, 294, 844, 303]
show-count: 4 ಪ್ರದರ್ಶನ: [801, 268, 827, 277]
gobbar-body: ಚಾಮರಾಜನಗರ, ಡಿ.10 (ವರದಿ)– ರೈತರು ಉತ್ತಮ ಇಳುವರಿ ಪಡೆಯಲು ಗುಣಮಟ್ಟದ ಸಾವಯವ ಗೊಬ್ಬರ ಬಳಕೆ ಮಾಡುವುದು ಅಗತ್ಯ ಎಂದು ಕೃಷಿ ಅಧಿಕಾರಿಗಳು ತಿಳಿಸಿದರು. ರಾಸಾಯನಿಕ ಗೊಬ್ಬರದ ಅತಿಯಾದ ಬಳಕೆಯಿಂದ ಮಣ್ಣಿನ ಫಲವತ್ತತೆ ಕಡಿಮೆಯಾಗುತ್ತಿದೆ. ಎರೆಹುಳು ಗೊಬ್ಬರ, ಹಸಿರೆಲೆ ಗೊಬ್ಬರ ಬಳಕೆಯಿಂದ ಮಣ್ಣಿನ ಆರೋಗ್ಯ ಕಾಪಾಡಬಹುದು. ಸಂಸ್ಥೆಯ ವತಿಯಿಂದ ರೈತರಿಗೆ ಸಾವಯವ ಕೃಷಿ ಕುರಿತು ತರಬೇತಿ ನೀಡಲಾಗುತ್ತಿದೆ. ಕಾರ್ಯಕ್ರಮದಲ್ಲಿ ಪ್ರಗತಿಪರ ರೈತರು, ಕೃಷಿ ವಿಜ್ಞಾನಿಗಳು ಮಾತನಾಡಿ ರೈತರ ಸಂದೇಹಗಳಿಗೆ ಉತ್ತರ ನೀಡಿದರು. ಬೆಳೆಗಳಿಗೆ ಸೂಕ್ತ ಪೋಷಕಾಂಶ ಒದಗಿಸುವ ಬಗ್ಗೆ ಮಾಹಿತಿ ನೀಡಲಾಯಿತು. ಬಳಿಕ ರೈತರಿಗೆ ಬಿತ್ತನೆ ಬೀಜ ಹಾಗೂ ಗೊಬ್ಬರ ವಿತರಿಸಲಾಯಿತು. ಗ್ರಾಮ ಪಂಚಾಯಿತಿ ಅಧ್ಯಕ್ಷರು, ಸದಸ್ಯರು, ರೈತ ಸಂಘದ ಪದಾಧಿಕಾರಿಗಳು, ಸಂಸ್ಥೆಯ ಸಿಬ್ಬಂದಿ ಹಾಗೂ ಗ್ರಾಮಸ್ಥರು ಭಾಗವಹಿಸಿದ್ದರು.: [103, 848, 306, 937]
registration-marks-center: [452, 1277, 512, 1287]
lead-body-col2: ಲಕ್ಷ–ಲಕ್ಷ ಹಣತೆಗಳನ್ನು ಹಚ್ಚಿ ಕಪಿಲಾ ನದಿಗೆ ಆರತಿ ಬೆಳಗಲಾಯಿತು. ಸಂಜೆ ದೇವಾಲಯದಿಂದ ಉತ್ಸವ ಮೂರ್ತಿಯನ್ನು ಸ್ನಾನಘಟ್ಟಕ್ಕೆ ಕರೆತಂದು ವಿಶೇಷ ಪೂಜೆ ಸಲ್ಲಿಸಲಾಯಿತು. ಮಠಾಧೀಶರು, ಜನಪ್ರತಿನಿಧಿಗಳು ಸೇರಿದಂತೆ ಅನೇಕ ಗಣ್ಯರು ಭಾಗವಹಿಸಿದ್ದರು. ದೀಪಾಲಂಕಾರದಿಂದ ನದಿ ತೀರ ಕಂಗೊಳಿಸುತ್ತಿತ್ತು. ಕಾಶಿ ಮಾದರಿಯಲ್ಲಿ ಗಂಗಾ ಆರತಿ ಮಾಡಲಾಯಿತು.: [208, 389, 308, 469]
kashta-body-col4: ಹುಣಸೂರು, ಡಿ.10(ಕೆಕೆ)– ಪ್ರತಿಯೊಬ್ಬ ಮಗುವಿನಲ್ಲೂ ಒಂದಲ್ಲ ಒಂದು ಪ್ರತಿಭೆ ಅಡಗಿರುತ್ತದೆ. ಅದನ್ನು ಗುರುತಿಸಿ ಪ್ರೋತ್ಸಾಹಿಸುವ ಕೆಲಸವನ್ನು ಶಿಕ್ಷಕರು ಮತ್ತು ಪೋಷಕರು ಮಾಡಬೇಕು ಎಂದು ಶಾಸಕರು ಹೇಳಿದರು. ಕಷ್ಟ ಸಾಧ್ಯವಾದುದನ್ನು ಸರಳವಾಗಿ ಮಾಡುವುದೇ ಪ್ರತಿಭೆ. ಮಕ್ಕಳು ಸೋಲು ಗೆಲುವನ್ನು ಸಮಾನವಾಗಿ ಸ್ವೀಕರಿಸಬೇಕು.: [525, 1062, 625, 1133]
film-name: ಭರಾಟೆ (ಕ): [732, 302, 758, 311]
hanuma-headline: ಹನುಮ ಜಯಂತಿ ಪೋಸ್ಟರ್ ಬಿಡುಗಡೆ: [100, 541, 268, 557]
talent-headline: ಟಾಲೆಂಟ್ ಪಬ್ಲಿಕ್ ಶಾಲೆಯಲ್ಲಿ ಸೌಹಾರ್ದತಾ ದಿನ: [313, 541, 512, 556]
film-name: ಮನೆ ಮಾರಾಟಕ್ಕಿದೆ (ಕ): [732, 354, 782, 363]
kashta-headline: ಕಷ್ಟ ಸಾಧ್ಯವಾದುದನ್ನು ಸರಳವಾಗಿ ಮಾಡುವುದೇ ಪ್ರತಿಭೆ: [100, 1029, 441, 1053]
film-name: (ಕ): [732, 328, 741, 337]
drc-block: [633, 416, 845, 514]
